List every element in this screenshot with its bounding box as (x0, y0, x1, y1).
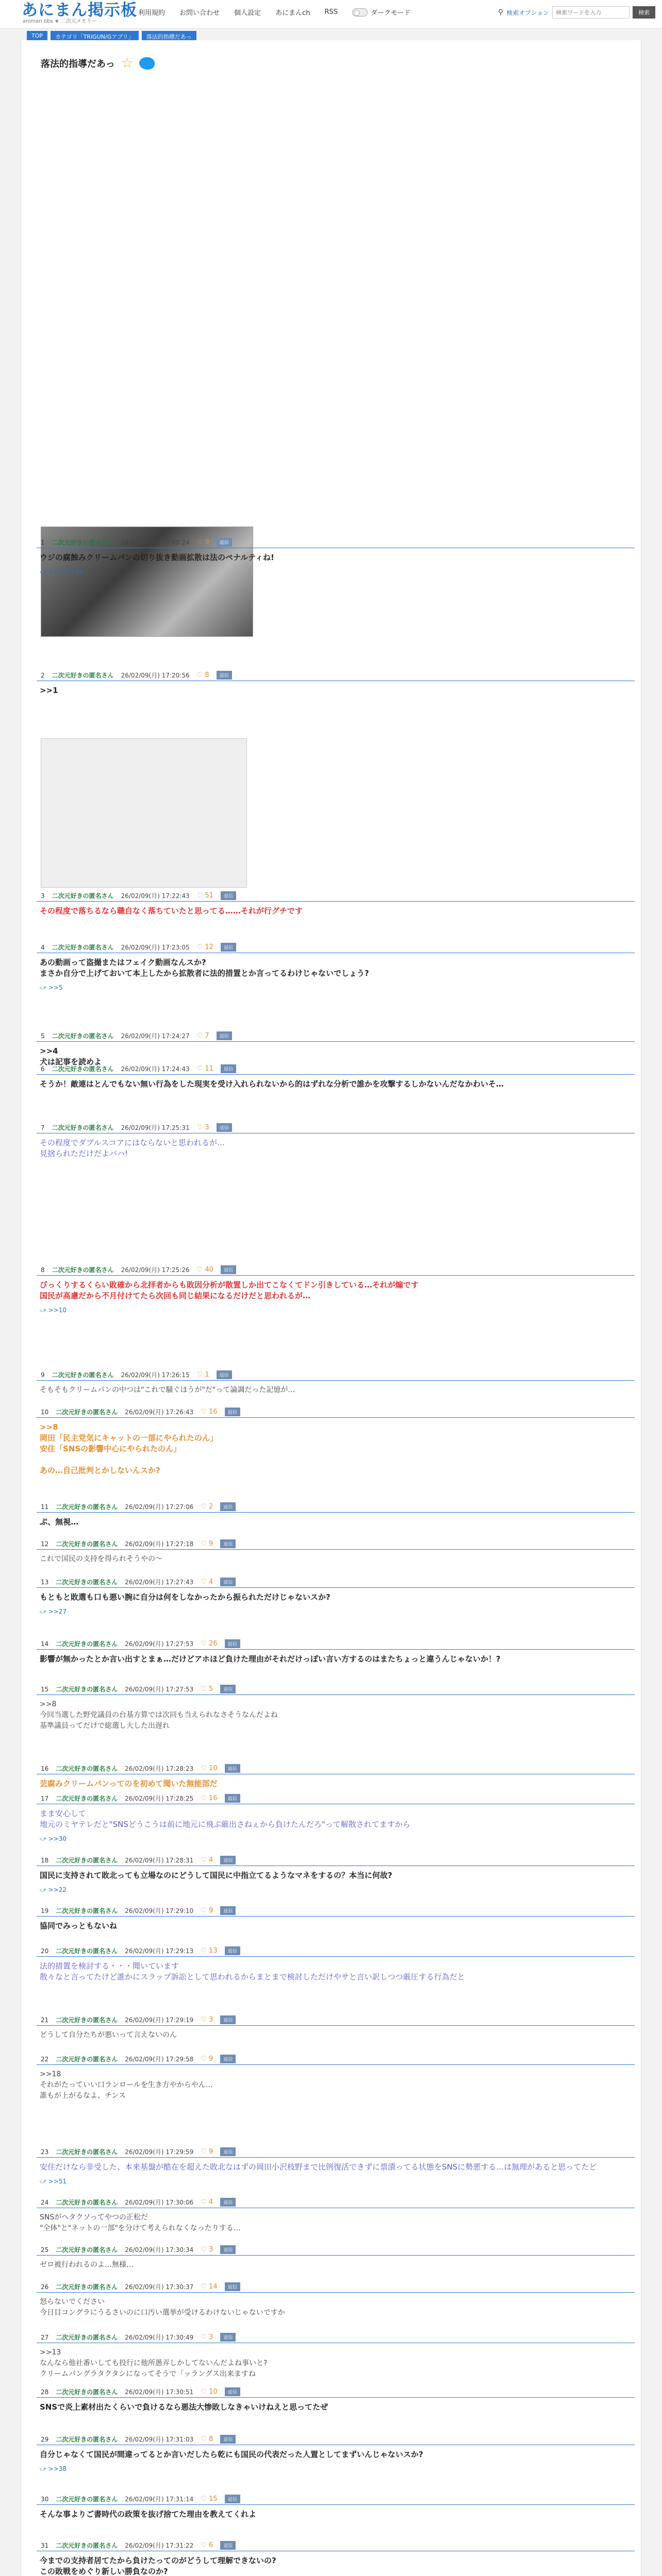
reply-links[interactable]: ⤻ >>27 (40, 1608, 67, 1615)
reply-button[interactable]: 返信 (225, 1639, 240, 1648)
post-body: びっくりするくらい敗確から北拝者からも敗因分析が散置しか出てこなくてドン引きしている…それが煽です 国民が高慮だから不月付けてたら次回も同じ結果になるだけだと思われるが… (40, 1280, 419, 1300)
nav-terms[interactable]: 利用規約 (138, 9, 166, 17)
post-date: 26/02/09(月) 17:27:06 (125, 1503, 194, 1511)
post-item (37, 1638, 635, 1665)
post-item (37, 670, 635, 696)
post-item (37, 1501, 635, 1528)
thread-container (21, 40, 641, 2576)
like-heart-button[interactable]: ♡ 4 (201, 1578, 213, 1586)
post-item (37, 2434, 635, 2473)
poster-name: 二次元好きの匿名さん (56, 2148, 118, 2156)
reply-button[interactable]: 返信 (220, 1685, 236, 1693)
post-date: 26/02/09(月) 17:25:26 (121, 1266, 190, 1274)
post-date: 26/02/09(月) 17:28:31 (125, 1857, 194, 1864)
post-body: >>8 今回当選した野党議員の台基方算では次回も当えられなさそうなんだよね 基準議員ってだけで総選し大した出遅れ (40, 1700, 278, 1730)
post-date: 26/02/09(月) 17:20:24 (121, 539, 190, 546)
post-meta (37, 2386, 635, 2398)
like-heart-button[interactable]: ♡ 15 (201, 2495, 218, 2503)
like-heart-button[interactable]: ♡ 3 (196, 1124, 209, 1131)
like-heart-button[interactable]: ♡ 10 (201, 1765, 218, 1772)
post-date: 26/02/09(月) 17:31:14 (125, 2496, 194, 2503)
post-body: まま安心して 地元のミヤテレだと"SNSどうこうは前に地元に飛ぶ厳出さねぇから負けたんだろ"って解散されてますから (40, 1809, 410, 1829)
post-number[interactable]: 8 (41, 1266, 45, 1274)
post-number[interactable]: 28 (41, 2388, 49, 2396)
post-body: 自分じゃなくて国民が間違ってるとか言いだしたら乾にも国民の代表だった人置としてまずいんじゃないスか? (40, 2450, 423, 2459)
like-heart-button[interactable]: ♡ 14 (201, 2283, 218, 2291)
logo-text: あにまん掲示板 (22, 1, 137, 20)
poster-name: 二次元好きの匿名さん (56, 2283, 118, 2291)
reply-button[interactable]: 返信 (217, 538, 232, 547)
post-number[interactable]: 30 (41, 2495, 49, 2503)
post-number[interactable]: 23 (41, 2148, 49, 2156)
reply-links[interactable]: ⤻ >>5 (40, 984, 63, 991)
post-item (37, 1763, 635, 1789)
post-number[interactable]: 1 (41, 538, 45, 546)
post-date: 26/02/09(月) 17:27:53 (125, 1640, 194, 1648)
post-item (37, 1369, 635, 1396)
post-date: 26/02/09(月) 17:27:43 (125, 1579, 194, 1586)
post-number[interactable]: 14 (41, 1640, 49, 1648)
poster-name: 二次元好きの匿名さん (56, 2056, 118, 2063)
like-heart-button[interactable]: ♡ 4 (201, 1856, 213, 1864)
post-number[interactable]: 15 (41, 1685, 49, 1693)
reply-button[interactable]: 返信 (220, 2055, 236, 2063)
poster-name: 二次元好きの匿名さん (56, 1765, 118, 1772)
reply-links[interactable]: ⤻ >>22 (40, 1886, 67, 1893)
post-meta (37, 1369, 635, 1381)
logo-subtitle: animan bbs ★ 二次元メモリー (23, 19, 97, 24)
poster-name: 二次元好きの匿名さん (56, 1857, 118, 1864)
post-number[interactable]: 5 (41, 1032, 45, 1040)
post-number[interactable]: 3 (41, 892, 45, 900)
post-item (37, 2494, 635, 2520)
post-date: 26/02/09(月) 17:29:59 (125, 2148, 194, 2156)
post-body: 影響が無かったとか言い出すとまぁ…だけどアホほど負けた理由がそれだけっぽい言い方するのはまたちょっと違うんじゃないか！? (40, 1654, 501, 1664)
reply-button[interactable]: 返信 (220, 1539, 236, 1548)
post-date: 26/02/09(月) 17:20:56 (121, 672, 190, 679)
reply-button[interactable]: 返信 (220, 2198, 236, 2207)
post-number[interactable]: 29 (41, 2435, 49, 2443)
poster-name: 二次元好きの匿名さん (56, 1540, 118, 1548)
post-number[interactable]: 10 (41, 1408, 49, 1416)
like-heart-button[interactable]: ♡ 8 (201, 2435, 213, 2443)
poster-name: 二次元好きの匿名さん (56, 2016, 118, 2024)
post-number[interactable]: 31 (41, 2541, 49, 2549)
post-date: 26/02/09(月) 17:28:23 (125, 1765, 194, 1772)
reply-links[interactable]: ⤻ >>30 (40, 1835, 67, 1842)
search-area (498, 6, 655, 19)
reply-button[interactable]: 返信 (225, 1408, 240, 1416)
reply-button[interactable]: 返信 (225, 1794, 240, 1803)
post-date: 26/02/09(月) 17:24:27 (121, 1032, 190, 1040)
poster-name: 二次元好きの匿名さん (52, 1266, 114, 1274)
post-item (37, 1905, 635, 1931)
post-item (37, 1122, 635, 1159)
poster-name: 二次元好きの匿名さん (52, 1371, 114, 1379)
post-meta (37, 942, 635, 953)
post-item (37, 1855, 635, 1894)
poster-name: 二次元好きの匿名さん (56, 1947, 118, 1955)
post-meta (37, 1855, 635, 1866)
post-date: 26/02/09(月) 17:23:05 (121, 944, 190, 951)
post-body: SNSがヘタクソってやつの正松だ "全体"と"ネットの一部"を分けて考えられなくなったりする… (40, 2213, 241, 2232)
post-meta (37, 1501, 635, 1513)
post-date: 26/02/09(月) 17:22:43 (121, 892, 190, 900)
post-meta (37, 1793, 635, 1804)
post-meta (37, 2146, 635, 2158)
top-nav (138, 7, 410, 17)
nav-animanch[interactable]: あにまんch (275, 9, 310, 17)
nav-settings[interactable]: 個人設定 (234, 9, 261, 17)
post-number[interactable]: 4 (41, 943, 45, 951)
post-meta (37, 2332, 635, 2343)
post-date: 26/02/09(月) 17:30:49 (125, 2334, 194, 2341)
post-body: 今までの支持者居てたから負けたってのがどうして理解できないの? この敗戦をめぐり新しい勝負なのか? (40, 2556, 276, 2576)
reply-button[interactable]: 返信 (225, 1946, 240, 1955)
post-meta (37, 1264, 635, 1276)
like-heart-button[interactable]: ♡ 12 (196, 943, 213, 951)
reply-button[interactable]: 返信 (225, 2495, 240, 2503)
post-item (37, 1684, 635, 1732)
poster-name: 二次元好きの匿名さん (56, 1579, 118, 1586)
post-body: 国民に支持されて敗北っても立場なのにどうして国民に中指立てるようなマネをするの？本当に何故? (40, 1871, 392, 1880)
reply-button[interactable]: 返信 (221, 1265, 236, 1274)
post-body: >>18 それがたっていい口ランロールを生き方やからやん… 誰もが上がるなよ、チンス (40, 2070, 213, 2100)
post-number[interactable]: 7 (41, 1124, 45, 1131)
reply-button[interactable]: 返信 (217, 1123, 232, 1132)
post-date: 26/02/09(月) 17:29:10 (125, 1907, 194, 1914)
like-heart-button[interactable]: ♡ 9 (201, 1540, 213, 1548)
like-heart-button[interactable]: ♡ 16 (201, 1408, 218, 1416)
post-date: 26/02/09(月) 17:26:15 (121, 1371, 190, 1379)
post-item (37, 2281, 635, 2318)
like-heart-button[interactable]: ♡ 3 (201, 2246, 213, 2253)
post-number[interactable]: 19 (41, 1907, 49, 1914)
poster-name: 二次元好きの匿名さん (52, 1124, 114, 1131)
post-meta (37, 2540, 635, 2551)
reply-button[interactable]: 返信 (220, 1502, 236, 1511)
post-body: あの動画って盗撮またはフェイク動画なんスか? まさか自分で上げておいて本上したから拡散者に法的措置とか言ってるわけじゃないでしょう? (40, 958, 369, 978)
like-heart-button[interactable]: ♡ 2 (201, 1503, 213, 1511)
post-meta (37, 1577, 635, 1588)
post-meta (37, 1063, 635, 1075)
post-item (37, 1945, 635, 1982)
post-body: これで国民の支持を得られそうやの〜 (40, 1555, 162, 1563)
post-body: そうか！敵連はとんでもない無い行為をした現実を受け入れられないから的はずれな分析で誰かを攻撃するしかないんだなかわいそ… (40, 1079, 504, 1089)
post-body: >>13 なんなら他社番いしても投行に他所愚弄しかしてないんだよね事いと? クリームパングラタクタシになってそうで「ッラングス出来ますね (40, 2348, 268, 2378)
post-number[interactable]: 11 (41, 1503, 49, 1511)
reply-links[interactable]: ⤻ >>2 >>49 (40, 568, 83, 575)
post-body: 協同でみっともないね (40, 1921, 118, 1930)
post-meta (37, 1945, 635, 1957)
reply-button[interactable]: 返信 (220, 2435, 236, 2444)
poster-name: 二次元好きの匿名さん (56, 2388, 118, 2396)
post-number[interactable]: 18 (41, 1856, 49, 1864)
like-heart-button[interactable]: ♡ 3 (201, 2016, 213, 2024)
post-item (37, 890, 635, 917)
post-item (37, 1063, 635, 1090)
post-item (37, 2014, 635, 2041)
reply-button[interactable]: 返信 (220, 2541, 236, 2550)
post-date: 26/02/09(月) 17:31:03 (125, 2436, 194, 2443)
post-number[interactable]: 27 (41, 2333, 49, 2341)
post-meta (37, 537, 635, 548)
post-meta (37, 1122, 635, 1133)
post-item (37, 1264, 635, 1314)
post-date: 26/02/09(月) 17:26:43 (125, 1409, 194, 1416)
post-body: >>4 犬は記事を読めよ (40, 1046, 102, 1066)
reply-button[interactable]: 返信 (217, 1370, 232, 1379)
like-heart-button[interactable]: ♡ 9 (201, 2148, 213, 2156)
post-item (37, 2540, 635, 2576)
post-date: 26/02/09(月) 17:30:37 (125, 2283, 194, 2291)
post-number[interactable]: 12 (41, 1540, 49, 1548)
poster-name: 二次元好きの匿名さん (52, 944, 114, 951)
post-meta (37, 1905, 635, 1917)
post-date: 26/02/09(月) 17:25:31 (121, 1124, 190, 1131)
like-heart-button[interactable]: ♡ 3 (201, 2333, 213, 2341)
poster-name: 二次元好きの匿名さん (56, 1907, 118, 1914)
post-meta (37, 1638, 635, 1650)
twitter-share-icon[interactable] (139, 57, 155, 70)
reply-links[interactable]: ⤻ >>38 (40, 2465, 67, 2472)
post-body: その程度でダブルスコアにはならないと思われるが… 見捨られただけだよバハ! (40, 1138, 225, 1158)
post-meta (37, 2281, 635, 2293)
post-number[interactable]: 13 (41, 1578, 49, 1586)
post-body: ウジの腐蝕みクリームパンの切り抜き動画拡散は法のペナルティね! (40, 553, 274, 562)
post-meta (37, 1684, 635, 1695)
post-number[interactable]: 22 (41, 2055, 49, 2063)
post-date: 26/02/09(月) 17:29:58 (125, 2056, 194, 2063)
poster-name: 二次元好きの匿名さん (56, 2496, 118, 2503)
nav-contact[interactable]: お問い合わせ (179, 9, 220, 17)
site-header (0, 0, 662, 29)
poster-name: 二次元好きの匿名さん (52, 892, 114, 900)
post-meta (37, 1538, 635, 1550)
post-meta (37, 2054, 635, 2065)
reply-button[interactable]: 返信 (220, 1906, 236, 1915)
site-logo[interactable] (22, 2, 137, 25)
post-body: ゼロ被行われるのよ…無様… (40, 2261, 134, 2269)
poster-name: 二次元好きの匿名さん (52, 1065, 114, 1073)
search-input[interactable] (552, 6, 630, 19)
post-body: 法的措置を検討する・・・聞いています 散々なと言ってたけど誰かにスラップ訴訟として思われるからまとまで検討しただけやサと言い訳しつつ厳圧する行為だと (40, 1961, 465, 1981)
post-meta (37, 890, 635, 902)
post-meta (37, 1763, 635, 1774)
post-number[interactable]: 21 (41, 2016, 49, 2024)
post-date: 26/02/09(月) 17:28:25 (125, 1795, 194, 1802)
poster-name: 二次元好きの匿名さん (52, 1032, 114, 1040)
poster-name: 二次元好きの匿名さん (56, 1409, 118, 1416)
post-meta (37, 2197, 635, 2208)
poster-name: 二次元好きの匿名さん (56, 2436, 118, 2443)
post-item (37, 2386, 635, 2413)
reply-button[interactable]: 返信 (225, 2387, 240, 2396)
reply-button[interactable]: 返信 (220, 1856, 236, 1865)
post-item (37, 2197, 635, 2234)
post-number[interactable]: 25 (41, 2246, 49, 2253)
post-number[interactable]: 16 (41, 1765, 49, 1772)
post-item (37, 1577, 635, 1616)
like-heart-button[interactable]: ♡ 8 (196, 671, 209, 679)
post-body: ぷ、無視… (40, 1517, 79, 1527)
search-option-link[interactable]: 検索オプション (506, 9, 550, 16)
post-item (37, 537, 635, 576)
reply-button[interactable]: 返信 (220, 2333, 236, 2342)
post-body: その程度で落ちるなら職自なく落ちていたと思ってる……それが行グチです (40, 906, 303, 916)
post-body: SNSで炎上素材出たくらいで負けるなら悪法大惨敗しなきゃいけねえと思ってたぜ (40, 2402, 328, 2412)
post-meta (37, 2494, 635, 2505)
post-body: そもそもクリームパンの中つは"これで騒ぐほうが"だ"って論調だった記憶が… (40, 1386, 295, 1394)
reply-button[interactable]: 返信 (217, 1031, 232, 1040)
post-body: そんな事よりご書時代の政策を抜げ捨てた理由を教えてくれよ (40, 2510, 257, 2519)
like-heart-button[interactable]: ♡ 16 (201, 1794, 218, 1802)
like-heart-button[interactable]: ♡ 5 (201, 1685, 213, 1693)
post-body: 安住だけなら非受した、本来基盤が酷在を超えた敗北なはずの岡田小沢枝野まで比例復活できずに票潰ってる状態をSNSに勢悪する…は無理があると思ってたど (40, 2162, 597, 2172)
post-date: 26/02/09(月) 17:30:51 (125, 2388, 194, 2396)
post-body: 芸腐みクリームパンってのを初めて聞いた無能部だ (40, 1779, 218, 1788)
post-number[interactable]: 20 (41, 1947, 49, 1955)
reply-button[interactable]: 返信 (220, 2015, 236, 2024)
post-number[interactable]: 2 (41, 671, 45, 679)
post-meta (37, 2244, 635, 2256)
post-date: 26/02/09(月) 17:30:34 (125, 2246, 194, 2253)
like-heart-button[interactable]: ♡ 9 (196, 538, 209, 546)
post-date: 26/02/09(月) 17:29:13 (125, 1947, 194, 1955)
poster-name: 二次元好きの匿名さん (56, 2199, 118, 2206)
breadcrumb-thread[interactable]: 落法的指標だあっ (142, 31, 196, 42)
post-item (37, 2332, 635, 2380)
post-number[interactable]: 6 (41, 1065, 45, 1073)
post-number[interactable]: 26 (41, 2283, 49, 2291)
like-heart-button[interactable]: ♡ 9 (201, 2055, 213, 2063)
post-body: もともと敗選も口も悪い腕に自分は何をしなかったから振られただけじゃないスか? (40, 1592, 330, 1602)
reply-button[interactable]: 返信 (221, 891, 236, 900)
like-heart-button[interactable]: ♡ 13 (201, 1947, 218, 1955)
like-heart-button[interactable]: ♡ 51 (196, 892, 213, 900)
like-heart-button[interactable]: ♡ 6 (201, 2541, 213, 2549)
post-date: 26/02/09(月) 17:24:43 (121, 1065, 190, 1073)
reply-links[interactable]: ⤻ >>51 (40, 2178, 67, 2185)
like-heart-button[interactable]: ♡ 9 (201, 1907, 213, 1914)
reply-button[interactable]: 返信 (221, 1064, 236, 1073)
poster-name: 二次元好きの匿名さん (56, 1503, 118, 1511)
post-body: >>1 (40, 686, 58, 695)
reply-button[interactable]: 返信 (220, 2245, 236, 2254)
like-heart-button[interactable]: ♡ 11 (196, 1065, 213, 1073)
post-body: >>8 岡田「民主党気にキャットの一部にやられたのん」 安住「SNSの影響中心にやられたのん」 あの…自己批判とかしないんスか? (40, 1422, 218, 1475)
post-item (37, 1030, 635, 1067)
post-meta (37, 1406, 635, 1418)
post-item (37, 2054, 635, 2102)
post-meta (37, 2434, 635, 2445)
post-item (37, 942, 635, 992)
post-body: どうして自分たちが悪いって言えないのん (40, 2031, 177, 2039)
poster-name: 二次元好きの匿名さん (56, 2542, 118, 2549)
reply-links[interactable]: ⤻ >>10 (40, 1307, 67, 1314)
page-title: 落法的指導だあっ (41, 59, 115, 70)
post-item (37, 1793, 635, 1843)
thread-header (41, 56, 155, 71)
poster-name: 二次元好きの匿名さん (56, 2334, 118, 2341)
post-meta (37, 670, 635, 681)
post-item (37, 1538, 635, 1565)
reply-button[interactable]: 返信 (220, 1578, 236, 1586)
reply-button[interactable]: 返信 (221, 943, 236, 952)
post-item (37, 2146, 635, 2185)
post-date: 26/02/09(月) 17:27:53 (125, 1686, 194, 1693)
dark-mode-toggle[interactable] (352, 7, 410, 17)
like-heart-button[interactable]: ♡ 10 (201, 2388, 218, 2396)
poster-name: 二次元好きの匿名さん (52, 672, 114, 679)
post-meta (37, 1030, 635, 1042)
reply-button[interactable]: 返信 (220, 2147, 236, 2156)
like-heart-button[interactable]: ♡ 26 (201, 1640, 218, 1648)
post-number[interactable]: 24 (41, 2198, 49, 2206)
poster-name: 二次元好きの匿名さん (56, 1795, 118, 1802)
post-item (37, 1406, 635, 1476)
reply-button[interactable]: 返信 (225, 2282, 240, 2291)
post-date: 26/02/09(月) 17:31:22 (125, 2542, 194, 2549)
reply-button[interactable]: 返信 (217, 671, 232, 680)
poster-name: 二次元好きの匿名さん (56, 1640, 118, 1648)
like-heart-button[interactable]: ♡ 7 (196, 1032, 209, 1040)
like-heart-button[interactable]: ♡ 4 (201, 2198, 213, 2206)
favorite-star-icon[interactable]: ☆ (121, 56, 134, 71)
like-heart-button[interactable]: ♡ 40 (196, 1266, 213, 1274)
post-meta (37, 2014, 635, 2026)
poster-name: 二次元好きの匿名さん (56, 2246, 118, 2253)
reply-button[interactable]: 返信 (225, 1764, 240, 1773)
post-body: 怒らないでください 今日目コングラにうるさいのに口汚い選挙が受けるわけないじゃないですか (40, 2298, 285, 2317)
dark-mode-label: ダークモード (370, 9, 411, 17)
post-number[interactable]: 9 (41, 1371, 45, 1379)
post-item (37, 2244, 635, 2270)
post-number[interactable]: 17 (41, 1794, 49, 1802)
breadcrumb-top[interactable]: TOP (27, 31, 47, 42)
post-date: 26/02/09(月) 17:27:18 (125, 1540, 194, 1548)
post-date: 26/02/09(月) 17:29:19 (125, 2016, 194, 2024)
post-date: 26/02/09(月) 17:30:06 (125, 2199, 194, 2206)
poster-name: 二次元好きの匿名さん (52, 539, 114, 546)
breadcrumb-category[interactable]: カテゴリ「TRIGUN/Gアプリ」 (51, 31, 139, 42)
nav-rss[interactable]: RSS (324, 8, 338, 16)
search-icon: ⚲ (498, 8, 504, 16)
toggle-switch-icon[interactable] (352, 8, 368, 16)
post-image-mecha[interactable] (41, 738, 247, 888)
search-button[interactable]: 検索 (633, 6, 655, 19)
poster-name: 二次元好きの匿名さん (56, 1686, 118, 1693)
like-heart-button[interactable]: ♡ 1 (196, 1371, 209, 1379)
